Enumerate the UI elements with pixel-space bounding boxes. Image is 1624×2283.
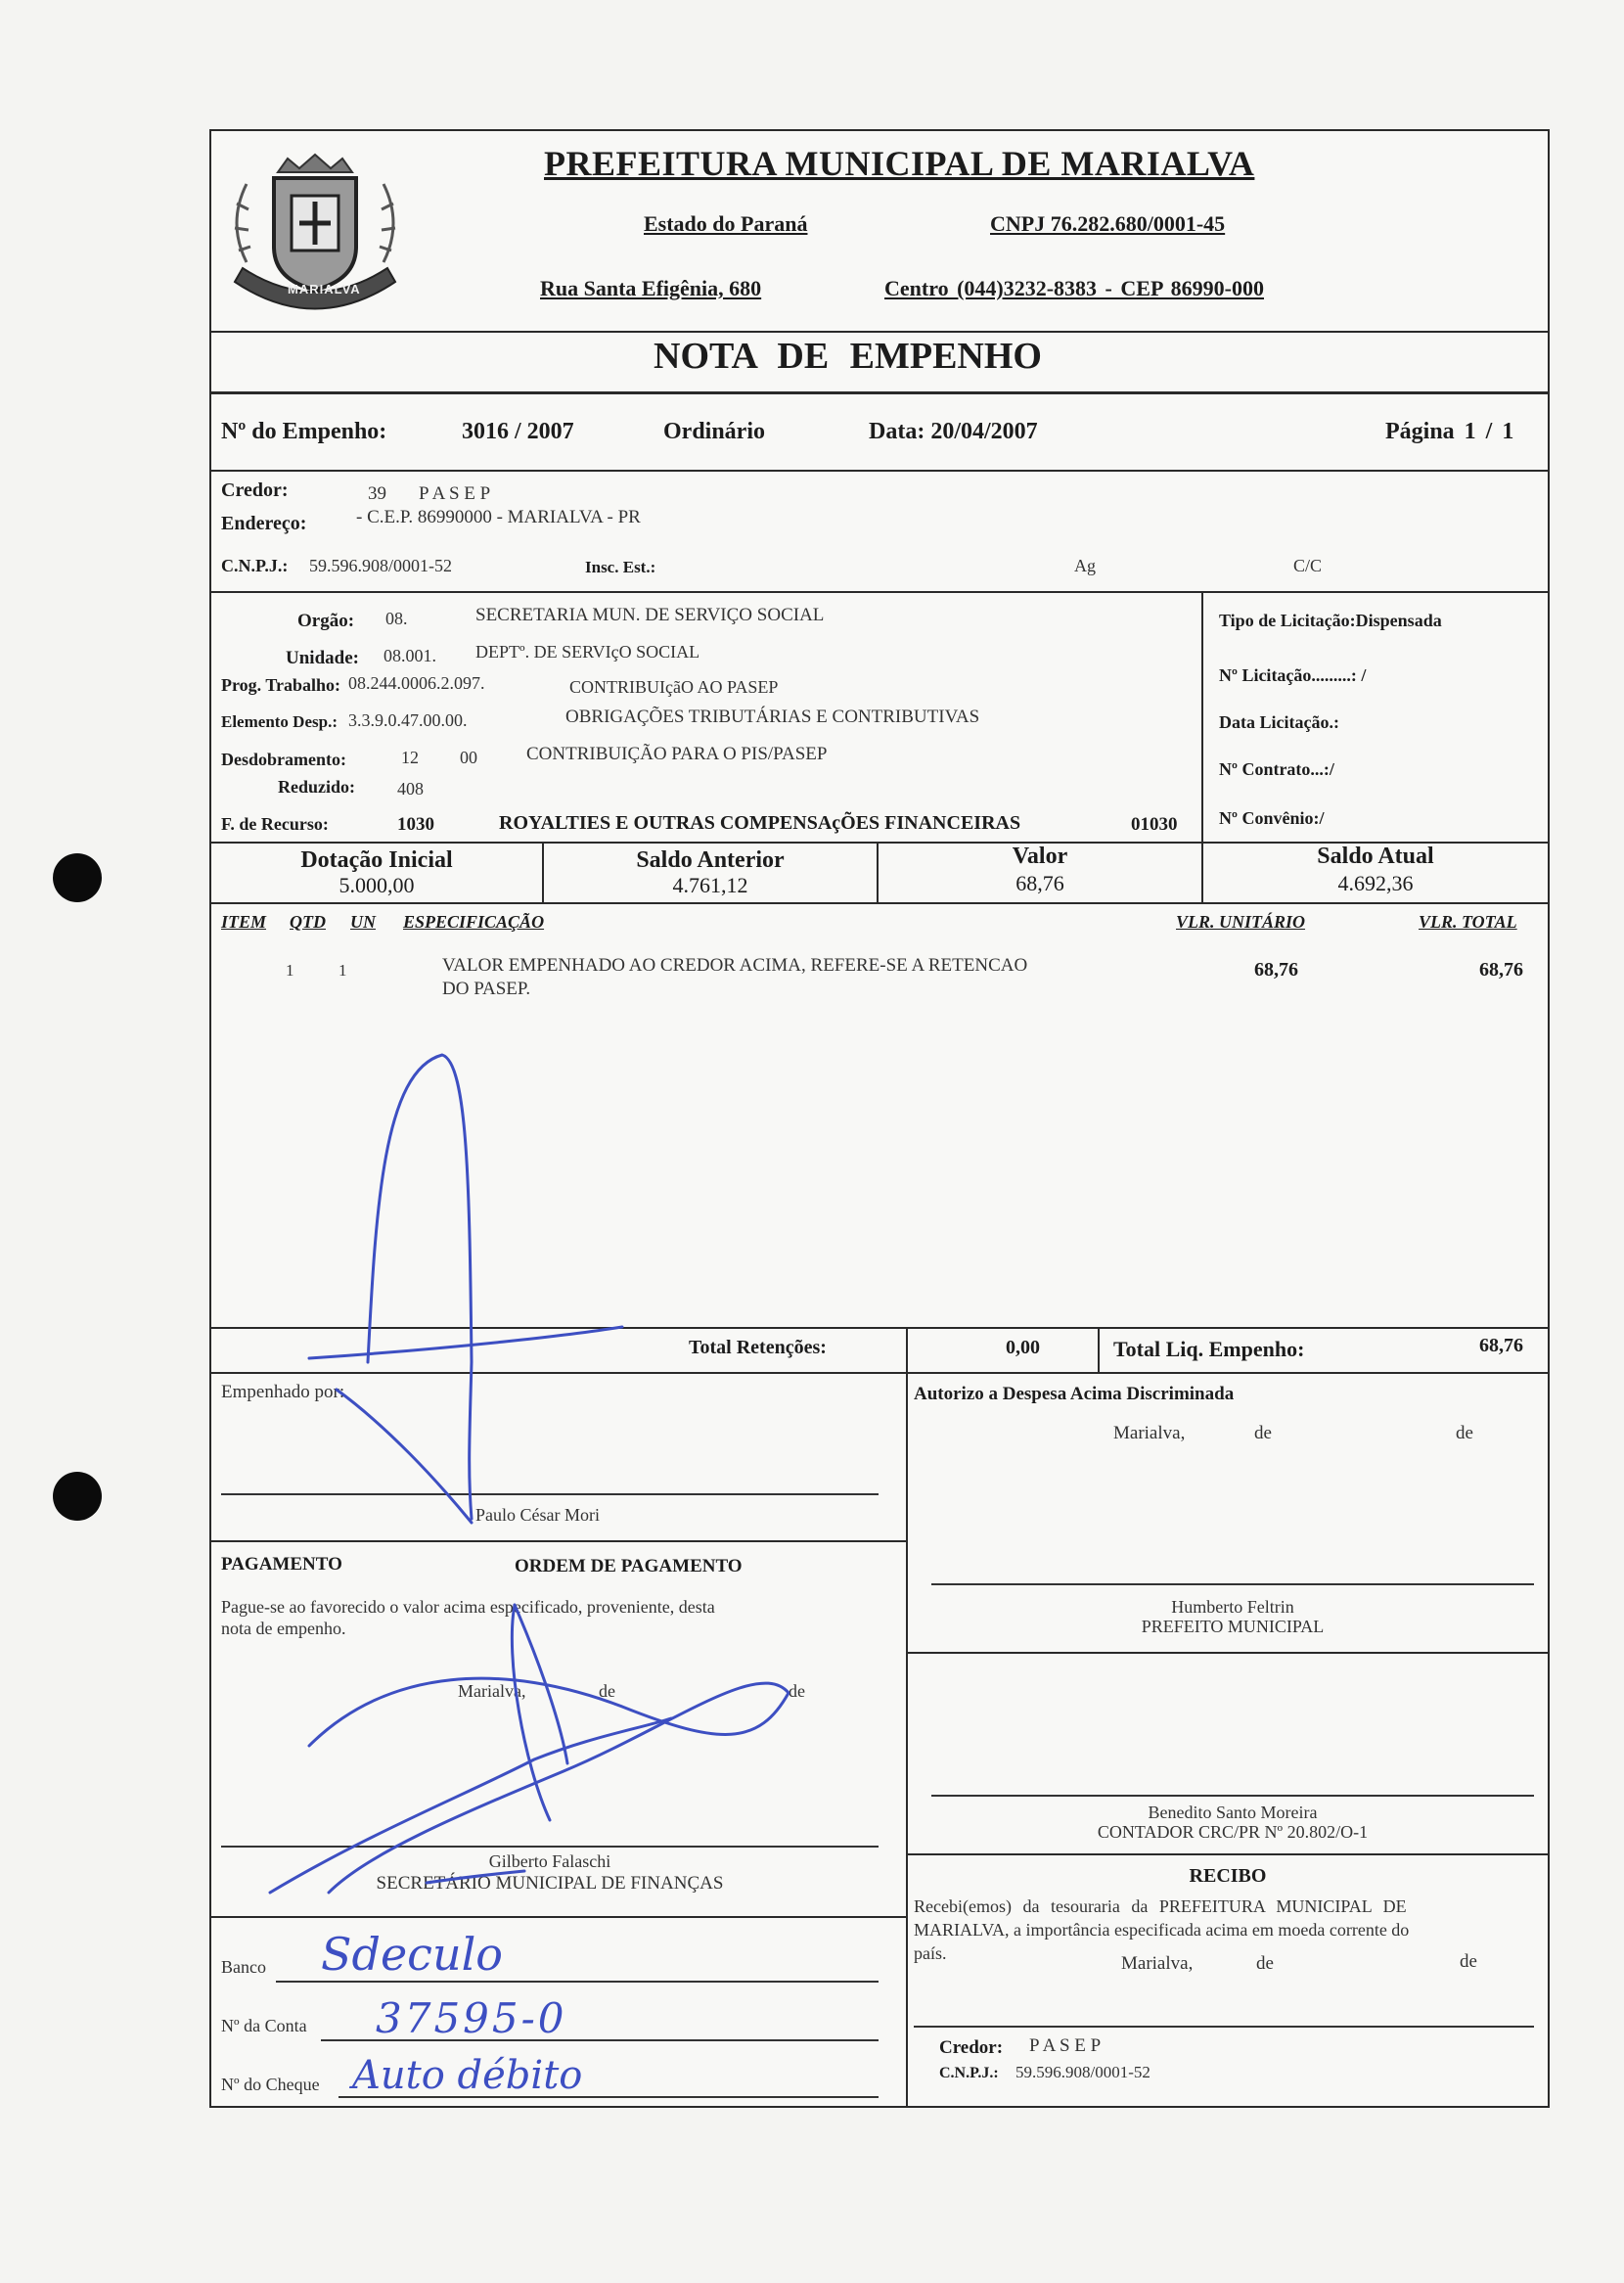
contador-role: CONTADOR CRC/PR Nº 20.802/O-1 (1097, 1822, 1369, 1842)
item-number: 1 (286, 961, 294, 980)
item-description: VALOR EMPENHADO AO CREDOR ACIMA, REFERE-SE A RETENCAO (442, 955, 1028, 976)
elemento-desp-label: Elemento Desp.: (221, 712, 338, 731)
item-qtd: 1 (338, 961, 347, 980)
recibo-de-2: de (1460, 1951, 1477, 1972)
recibo-text-3: país. (914, 1943, 947, 1963)
item-unit-value: 68,76 (1254, 959, 1298, 981)
cc-label: C/C (1293, 556, 1323, 575)
prog-trabalho-code: 08.244.0006.2.097. (348, 673, 485, 693)
autorizo-label: Autorizo a Despesa Acima Discriminada (914, 1384, 1235, 1404)
prefeito-name: Humberto Feltrin (1171, 1597, 1294, 1617)
saldo-atual-label: Saldo Atual (1317, 844, 1434, 869)
pagamento-text-1: Pague-se ao favorecido o valor acima especificado, proveniente, desta (221, 1597, 715, 1617)
recurso-code: 1030 (397, 814, 434, 835)
autorizo-de-2: de (1456, 1423, 1473, 1443)
header-cnpj: CNPJ 76.282.680/0001-45 (990, 211, 1226, 236)
empenho-date: Data: 20/04/2007 (869, 419, 1038, 444)
dotacao-value: 5.000,00 (338, 873, 415, 897)
document-title: NOTA DE EMPENHO (654, 336, 1042, 377)
credor-code: 39 (368, 483, 386, 504)
recibo-label: RECIBO (1189, 1865, 1267, 1887)
cnpj-label: C.N.P.J.: (221, 556, 289, 575)
credor-label: Credor: (221, 479, 289, 501)
items-col-item: ITEM (221, 912, 267, 932)
orgao-code: 08. (385, 609, 408, 628)
desdobramento-name: CONTRIBUIÇÃO PARA O PIS/PASEP (526, 744, 828, 764)
items-col-total: VLR. TOTAL (1419, 912, 1517, 932)
punch-hole-bottom (53, 1472, 102, 1521)
total-liq-value: 68,76 (1479, 1335, 1523, 1356)
recibo-text-1: Recebi(emos) da tesouraria da PREFEITURA MUNICIPAL DE (914, 1896, 1407, 1916)
contador-name: Benedito Santo Moreira (1148, 1803, 1318, 1822)
pagamento-de-2: de (789, 1681, 805, 1701)
reduzido-value: 408 (397, 779, 424, 799)
endereco-label: Endereço: (221, 513, 307, 534)
unidade-label: Unidade: (286, 648, 359, 668)
recibo-credor-label: Credor: (939, 2037, 1004, 2058)
recurso-label: F. de Recurso: (221, 814, 329, 834)
orgao-label: Orgão: (297, 611, 355, 631)
recibo-cnpj-label: C.N.P.J.: (939, 2065, 999, 2081)
total-retencoes-value: 0,00 (1006, 1337, 1040, 1358)
header-contact: Centro (044)3232-8383 - CEP 86990-000 (884, 276, 1264, 300)
recibo-text-2: MARIALVA, a importância especificada acima em moeda corrente do (914, 1920, 1410, 1940)
orgao-name: SECRETARIA MUN. DE SERVIÇO SOCIAL (475, 605, 825, 625)
desdobramento-label: Desdobramento: (221, 750, 346, 769)
prog-trabalho-name: CONTRIBUIçãO AO PASEP (569, 677, 779, 697)
item-total-value: 68,76 (1479, 959, 1523, 981)
cheque-handwritten: Auto débito (352, 2053, 583, 2098)
item-description-cont: DO PASEP. (442, 979, 531, 999)
reduzido-label: Reduzido: (278, 777, 356, 797)
empenhado-por-name: Paulo César Mori (475, 1505, 600, 1525)
empenho-number: 3016 / 2007 (462, 419, 574, 444)
banco-label: Banco (221, 1957, 266, 1977)
empenho-type: Ordinário (663, 419, 766, 444)
items-col-unitario: VLR. UNITÁRIO (1176, 912, 1306, 932)
desdobramento-subcode: 00 (460, 748, 477, 767)
numero-convenio: Nº Convênio:/ (1219, 808, 1325, 828)
saldo-anterior-label: Saldo Anterior (636, 847, 785, 873)
insc-est-label: Insc. Est.: (585, 558, 656, 576)
header-address: Rua Santa Efigênia, 680 (540, 276, 762, 300)
pagamento-label: PAGAMENTO (221, 1554, 342, 1575)
recurso-code-2: 01030 (1131, 814, 1178, 835)
numero-contrato: Nº Contrato...:/ (1219, 759, 1334, 779)
recibo-cnpj: 59.596.908/0001-52 (1015, 2063, 1150, 2081)
municipality-title: PREFEITURA MUNICIPAL DE MARIALVA (544, 144, 1255, 183)
saldo-anterior-value: 4.761,12 (672, 873, 748, 897)
crest-motto: MARIALVA (288, 282, 361, 297)
autorizo-de-1: de (1254, 1423, 1272, 1443)
banco-handwritten: Sdeculo (321, 1928, 503, 1981)
secretario-role: SECRETÁRIO MUNICIPAL DE FINANÇAS (376, 1873, 724, 1894)
credor-name: P A S E P (419, 483, 491, 504)
valor-label: Valor (1012, 844, 1068, 869)
page-number: Página 1 / 1 (1385, 419, 1514, 444)
valor-value: 68,76 (1015, 871, 1064, 895)
prog-trabalho-label: Prog. Trabalho: (221, 675, 341, 695)
punch-hole-top (53, 853, 102, 902)
items-col-qtd: QTD (290, 912, 326, 932)
empenho-number-label: Nº do Empenho: (221, 419, 387, 444)
pagamento-de-1: de (599, 1681, 615, 1701)
data-licitacao: Data Licitação.: (1219, 712, 1339, 732)
ag-label: Ag (1074, 556, 1096, 575)
unidade-name: DEPTº. DE SERVIçO SOCIAL (475, 642, 700, 662)
conta-label: Nº da Conta (221, 2016, 307, 2035)
cheque-label: Nº do Cheque (221, 2075, 320, 2094)
saldo-atual-value: 4.692,36 (1337, 871, 1414, 895)
credor-endereco: - C.E.P. 86990000 - MARIALVA - PR (356, 507, 641, 527)
desdobramento-code: 12 (401, 748, 419, 767)
autorizo-city: Marialva, (1113, 1423, 1186, 1443)
prefeito-role: PREFEITO MUNICIPAL (1141, 1617, 1325, 1636)
tipo-licitacao: Tipo de Licitação:Dispensada (1219, 611, 1442, 630)
items-col-especificacao: ESPECIFICAÇÃO (403, 912, 545, 932)
recibo-credor-name: P A S E P (1029, 2035, 1102, 2056)
recibo-city: Marialva, (1121, 1953, 1194, 1974)
elemento-desp-code: 3.3.9.0.47.00.00. (348, 710, 468, 730)
recurso-name: ROYALTIES E OUTRAS COMPENSAçÕES FINANCEIRAS (499, 812, 1021, 834)
unidade-code: 08.001. (383, 646, 436, 665)
empenhado-por-label: Empenhado por: (221, 1382, 345, 1402)
secretario-name: Gilberto Falaschi (488, 1851, 611, 1871)
state-text: Estado do Paraná (644, 211, 808, 236)
dotacao-label: Dotação Inicial (300, 847, 453, 873)
pagamento-city: Marialva, (458, 1681, 526, 1701)
items-col-un: UN (350, 912, 376, 932)
nota-de-empenho-form (209, 129, 1550, 2108)
credor-cnpj: 59.596.908/0001-52 (309, 556, 452, 575)
pagamento-text-2: nota de empenho. (221, 1619, 346, 1638)
conta-handwritten: 37595-0 (376, 1994, 567, 2042)
recibo-de-1: de (1256, 1953, 1274, 1974)
total-retencoes-label: Total Retenções: (689, 1337, 827, 1358)
elemento-desp-name: OBRIGAÇÕES TRIBUTÁRIAS E CONTRIBUTIVAS (565, 707, 980, 727)
handwritten-signature (211, 131, 1548, 2106)
total-liq-label: Total Liq. Empenho: (1113, 1337, 1305, 1361)
ordem-pagamento-label: ORDEM DE PAGAMENTO (515, 1556, 743, 1576)
numero-licitacao: Nº Licitação.........: / (1219, 665, 1367, 685)
